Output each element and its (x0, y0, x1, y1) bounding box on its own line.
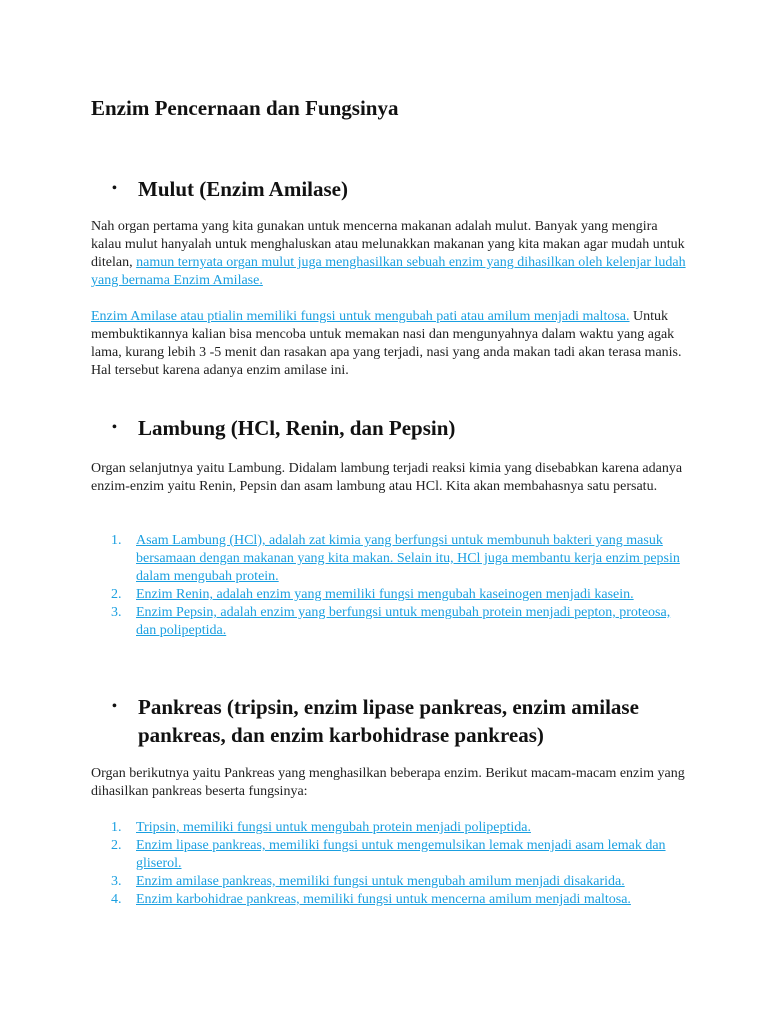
section-heading-mulut (112, 175, 692, 203)
list-number: 1. (111, 820, 122, 835)
list-pankreas (91, 819, 691, 909)
section-heading-text: Mulut (Enzim Amilase) (138, 177, 348, 201)
list-number: 1. (111, 533, 122, 548)
section-heading-pankreas (112, 693, 692, 749)
section-heading-text: Lambung (HCl, Renin, dan Pepsin) (138, 416, 456, 440)
link-amilase-ptialin[interactable]: Enzim Amilase atau ptialin memiliki fungsi untuk mengubah pati atau amilum menjadi maltosa. (91, 309, 630, 324)
list-item-link[interactable]: Enzim amilase pankreas, memiliki fungsi untuk mengubah amilum menjadi disakarida. (136, 874, 625, 889)
paragraph-text: Untuk membuktikannya kalian bisa mencoba untuk memakan nasi dan mengunyahnya dalam waktu yang agak lama, kurang lebih 3 -5 menit dan rasakan apa yang terjadi, nasi yang anda makan tadi akan terasa manis. Hal tersebut karena adanya enzim amilase ini. (91, 309, 682, 378)
list-item (91, 837, 691, 873)
list-number: 2. (111, 838, 122, 853)
section-heading-lambung (112, 414, 692, 442)
list-number: 4. (111, 892, 122, 907)
paragraph-mulut-2 (91, 308, 691, 380)
list-number: 3. (111, 874, 122, 889)
list-item-link[interactable]: Enzim karbohidrae pankreas, memiliki fungsi untuk mencerna amilum menjadi maltosa. (136, 892, 631, 907)
list-lambung (91, 532, 691, 640)
paragraph-pankreas-intro: Organ berikutnya yaitu Pankreas yang menghasilkan beberapa enzim. Berikut macam-macam enzim yang dihasilkan pankreas beserta fungsinya: (91, 766, 685, 799)
list-item-link[interactable]: Enzim Pepsin, adalah enzim yang berfungsi untuk mengubah protein menjadi pepton, proteosa, dan polipeptida. (136, 605, 671, 638)
section-heading-text: Pankreas (tripsin, enzim lipase pankreas, enzim amilase pankreas, dan enzim karbohidrase pankreas) (138, 695, 639, 747)
list-item (91, 532, 691, 586)
list-number: 2. (111, 587, 122, 602)
paragraph-text: Nah organ pertama yang kita gunakan untuk mencerna makanan adalah mulut. Banyak yang mengira kalau mulut hanyalah untuk menghaluskan atau melunakkan makanan yang kita makan agar mudah untuk ditelan, (91, 219, 685, 270)
paragraph-mulut-1 (91, 218, 691, 290)
document-title: Enzim Pencernaan dan Fungsinya (91, 96, 399, 120)
bullet-icon: • (112, 699, 117, 714)
list-item-link[interactable]: Enzim Renin, adalah enzim yang memiliki fungsi mengubah kaseinogen menjadi kasein. (136, 587, 634, 602)
list-item-link[interactable]: Tripsin, memiliki fungsi untuk mengubah protein menjadi polipeptida. (136, 820, 531, 835)
link-enzim-amilase-kelenjar[interactable]: namun ternyata organ mulut juga menghasilkan sebuah enzim yang dihasilkan oleh kelenjar ludah yang bernama Enzim Amilase. (91, 255, 686, 288)
list-item (91, 604, 691, 640)
list-item (91, 586, 691, 604)
list-item (91, 819, 691, 837)
list-item-link[interactable]: Enzim lipase pankreas, memiliki fungsi untuk mengemulsikan lemak menjadi asam lemak dan gliserol. (136, 838, 666, 871)
bullet-icon: • (112, 181, 117, 196)
bullet-icon: • (112, 420, 117, 435)
list-item (91, 873, 691, 891)
paragraph-lambung-intro: Organ selanjutnya yaitu Lambung. Didalam lambung terjadi reaksi kimia yang disebabkan karena adanya enzim-enzim yaitu Renin, Pepsin dan asam lambung atau HCl. Kita akan membahasnya satu persatu. (91, 461, 683, 494)
list-item (91, 891, 691, 909)
list-number: 3. (111, 605, 122, 620)
list-item-link[interactable]: Asam Lambung (HCl), adalah zat kimia yang berfungsi untuk membunuh bakteri yang masuk bersamaan dengan makanan yang kita makan. Selain itu, HCl juga membantu kerja enzim pepsin dalam mengubah protein. (136, 533, 680, 584)
